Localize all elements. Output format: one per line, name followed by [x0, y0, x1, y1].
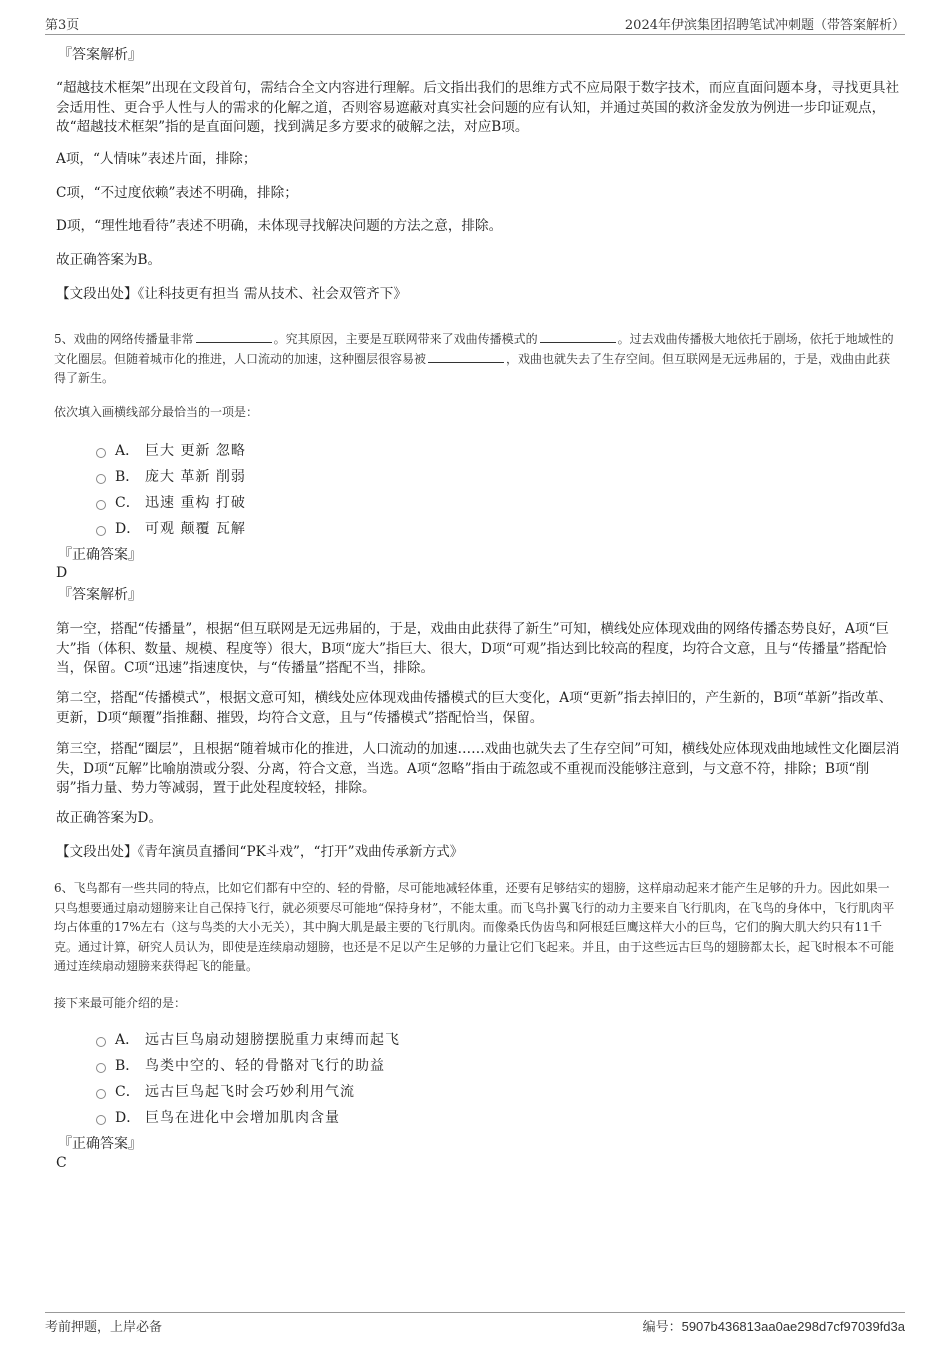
page-header — [45, 14, 905, 35]
radio-button[interactable] — [96, 1063, 106, 1073]
q6-answer: C — [56, 1155, 67, 1171]
q5-conclusion: 故正确答案为D。 — [56, 810, 163, 826]
q6-option-b[interactable]: B． 鸟类中空的、轻的骨骼对飞行的助益 — [96, 1053, 400, 1079]
q4-analysis-label: 『答案解析』 — [58, 47, 142, 63]
radio-button[interactable] — [96, 1089, 106, 1099]
q5-analysis-p3: 第三空，搭配“圈层”，且根据“随着城市化的推进，人口流动的加速……戏曲也就失去了生存空间”可知，横线处应体现戏曲地域性文化圈层消失，D项“瓦解”比喻崩溃或分裂、分离，符合文意，当选。A项“忽略”指由于疏忽或不重视而没能够注意到，与文意不符，排除；B项“削弱”指力量、势力等减弱，置于此处程度较轻，排除。 — [56, 741, 900, 796]
q5-option-a[interactable]: A． 巨大 更新 忽略 — [96, 438, 246, 464]
q6-option-a[interactable]: A． 远古巨鸟扇动翅膀摆脱重力束缚而起飞 — [96, 1027, 400, 1053]
q5-option-d[interactable]: D． 可观 颠覆 瓦解 — [96, 516, 246, 542]
fill-blank-1 — [196, 330, 272, 343]
q4-analysis-p1: “超越技术框架”出现在文段首句，需结合全文内容进行理解。后文指出我们的思维方式不应局限于数字技术，而应直面问题本身，寻找更具社会适用性、更合乎人性与人的需求的化解之道，否则容易遮蔽对真实社会问题的应有认知，并通过英国的救济金发放为例进一步印证观点，故“超越技术框架”指的是直面问题，找到满足多方要求的破解之法，对应B项。 — [56, 80, 900, 135]
q5-analysis-p1: 第一空，搭配“传播量”，根据“但互联网是无远弗届的，于是，戏曲由此获得了新生”可知，横线处应体现戏曲的网络传播态势良好，A项“巨大”指（体积、数量、规模、程度等）很大，B项“庞大”指巨大、很大，D项“可观”指达到比较高的程度，均符合文意，且与“传播量”搭配恰当，保留。C项“迅速”指速度快，与“传播量”搭配不当，排除。 — [56, 621, 889, 676]
radio-button[interactable] — [96, 526, 106, 536]
q6-option-d[interactable]: D． 巨鸟在进化中会增加肌肉含量 — [96, 1105, 400, 1131]
q5-analysis-label: 『答案解析』 — [58, 587, 142, 603]
q5-source: 【文段出处】《青年演员直播间“PK斗戏”，“打开”戏曲传承新方式》 — [56, 844, 464, 860]
page-footer — [45, 1312, 905, 1337]
footer-slogan: 考前押题，上岸必备 — [45, 1320, 163, 1335]
q6-answer-label: 『正确答案』 — [58, 1136, 142, 1152]
radio-button[interactable] — [96, 1037, 106, 1047]
q5-analysis-p2: 第二空，搭配“传播模式”，根据文意可知，横线处应体现戏曲传播模式的巨大变化，A项“更新”指去掉旧的，产生新的，B项“革新”指改革、更新，D项“颠覆”指推翻、摧毁，均符合文意，且与“传播模式”搭配恰当，保留。 — [56, 690, 893, 726]
fill-blank-3 — [428, 350, 504, 363]
q6-option-c[interactable]: C． 远古巨鸟起飞时会巧妙利用气流 — [96, 1079, 400, 1105]
q5-option-c[interactable]: C． 迅速 重构 打破 — [96, 490, 246, 516]
q4-analysis-option-c: C项，“不过度依赖”表述不明确，排除； — [56, 185, 298, 201]
q6-options — [96, 1027, 400, 1131]
radio-button[interactable] — [96, 500, 106, 510]
q5-stem: 5、戏曲的网络传播量非常 。究其原因，主要是互联网带来了戏曲传播模式的 。过去戏曲传播极大地依托于剧场，依托于地域性的文化圈层。但随着城市化的推进，人口流动的加速，这种圈层很容易被 ，戏曲也就失去了生存空间。但互联网是无远弗届的，于是，戏曲由此获得了新生。 — [54, 332, 894, 385]
q5-prompt: 依次填入画横线部分最恰当的一项是： — [54, 405, 259, 419]
q5-answer: D — [56, 565, 68, 581]
q6-stem: 6、飞鸟都有一些共同的特点，比如它们都有中空的、轻的骨骼，尽可能地减轻体重，还要有足够结实的翅膀，这样扇动起来才能产生足够的升力。因此如果一只鸟想要通过扇动翅膀来让自己保持飞行，就必须要尽可能地“保持身材”，不能太重。而飞鸟扑翼飞行的动力主要来自飞行肌肉，在飞鸟的身体中，飞行肌肉平均占体重的17%左右（这与鸟类的大小无关），其中胸大肌是最主要的飞行肌肉。而像桑氏伪齿鸟和阿根廷巨鹰这样大小的巨鸟，它们的胸大肌大约只有11千克。通过计算，研究人员认为，即使是连续扇动翅膀，也还是不足以产生足够的力量让它们飞起来。并且，由于这些远古巨鸟的翅膀都太长，起飞时根本不可能通过连续扇动翅膀来获得起飞的能量。 — [54, 881, 895, 973]
q5-answer-label: 『正确答案』 — [58, 547, 142, 563]
footer-code: 编号：5907b436813aa0ae298d7cf97039fd3a — [642, 1319, 905, 1335]
document-title: 2024年伊滨集团招聘笔试冲刺题（带答案解析） — [624, 18, 905, 33]
q5-option-b[interactable]: B． 庞大 革新 削弱 — [96, 464, 246, 490]
radio-button[interactable] — [96, 474, 106, 484]
q4-conclusion: 故正确答案为B。 — [56, 252, 162, 268]
q4-analysis-option-d: D项，“理性地看待”表述不明确，未体现寻找解决问题的方法之意，排除。 — [56, 218, 503, 234]
fill-blank-2 — [540, 330, 616, 343]
q4-source: 【文段出处】《让科技更有担当 需从技术、社会双管齐下》 — [56, 286, 407, 302]
q5-options — [96, 438, 246, 542]
page-number: 第3页 — [45, 18, 80, 33]
radio-button[interactable] — [96, 1115, 106, 1125]
q6-prompt: 接下来最可能介绍的是： — [54, 996, 187, 1010]
q4-analysis-option-a: A项，“人情味”表述片面，排除； — [56, 151, 257, 167]
radio-button[interactable] — [96, 448, 106, 458]
